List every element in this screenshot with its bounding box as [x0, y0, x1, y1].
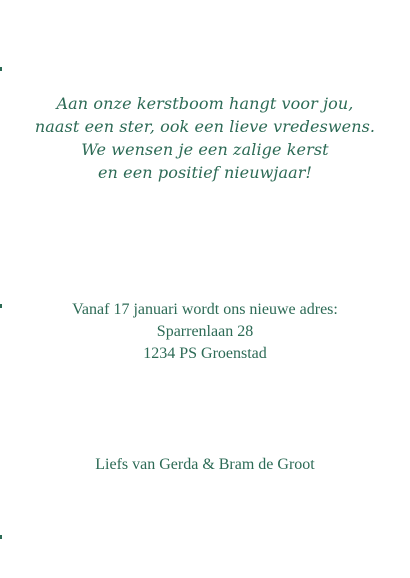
address-street: Sparrenlaan 28: [156, 323, 254, 340]
address-postal-city: 1234 PS Groenstad: [143, 345, 267, 362]
poem-line-4: en een positief nieuwjaar!: [97, 163, 313, 182]
new-address-block: [0, 299, 410, 365]
edge-mark: [0, 67, 2, 71]
edge-mark: [0, 535, 2, 539]
poem-line-1: Aan onze kerstboom hangt voor jou,: [56, 94, 354, 113]
poem-line-3: We wensen je een zalige kerst: [81, 140, 329, 159]
signature: Liefs van Gerda & Bram de Groot: [95, 456, 315, 473]
address-announcement: Vanaf 17 januari wordt ons nieuwe adres:: [72, 301, 338, 318]
poem-line-2: naast een ster, ook een lieve vredeswens.: [34, 117, 376, 136]
christmas-poem: [0, 92, 410, 184]
